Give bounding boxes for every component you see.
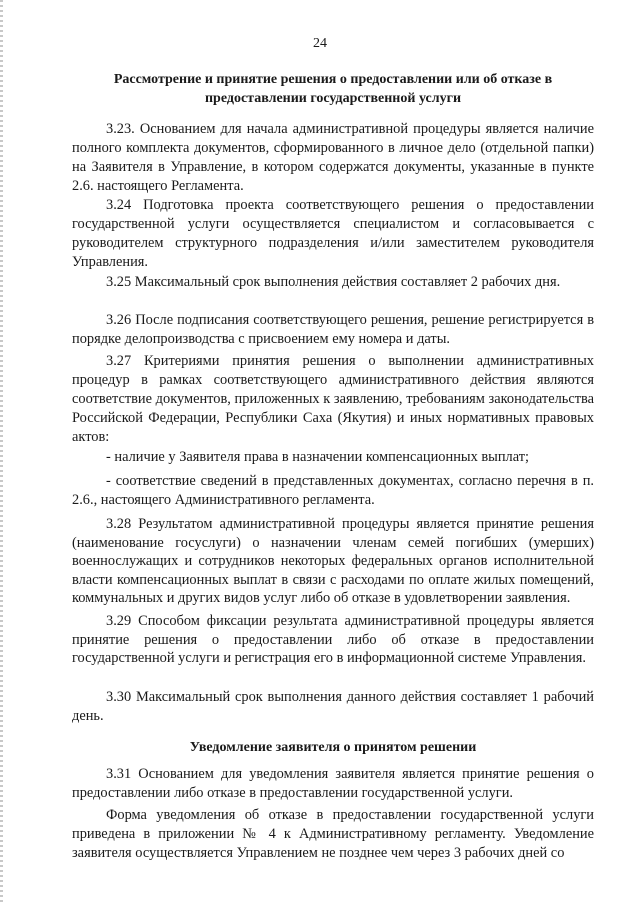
paragraph-3-28-text: 3.28 Результатом административной процедуры является принятие решения (наименование госуслуги) о назначении членам семей погибших (умерших) военнослужащих и сотрудников некоторых федеральных органов исполнительной власти компенсационных выплат в связи с расходами по оплате жилых помещений, коммунальных и других видов услуг либо об отказе в удовлетворении заявления. (72, 516, 594, 606)
paragraph-3-28 (72, 515, 594, 608)
heading-notification-text: Уведомление заявителя о принятом решении (189, 740, 477, 755)
paragraph-3-26 (72, 311, 594, 349)
bullet-right-to-payments-text: - наличие у Заявителя права в назначении компенсационных выплат; (106, 449, 530, 465)
paragraph-3-24-text: 3.24 Подготовка проекта соответствующего решения о предоставлении государственной услуги осуществляется специалистом и согласовывается с руководителем структурного подразделения и/или заместителем руководителя Управления. (72, 197, 594, 270)
paragraph-3-25-text: 3.25 Максимальный срок выполнения действия составляет 2 рабочих дня. (106, 274, 561, 290)
bullet-documents-match (72, 472, 594, 510)
paragraph-3-23-text: 3.23. Основанием для начала административной процедуры является наличие полного комплекта документов, сформированного в личное дело (отдельной папки) на Заявителя в Управление, в котором содержатся документы, указанные в пункте 2.6. настоящего Регламента. (72, 121, 594, 194)
paragraph-3-27 (72, 352, 594, 447)
paragraph-3-24 (72, 196, 594, 272)
paragraph-3-29-text: 3.29 Способом фиксации результата административной процедуры является принятие решения о предоставлении либо об отказе в предоставлении государственной услуги и регистрация его в информационной системе Управления. (72, 613, 594, 666)
section-heading-decision (72, 70, 594, 108)
paragraph-3-29 (72, 612, 594, 668)
page-edge-scan-marks (0, 0, 3, 905)
paragraph-notification-form (72, 806, 594, 863)
paragraph-3-27-text: 3.27 Критериями принятия решения о выполнении административных процедур в рамках соответствующего административного действия являются соответствие документов, приложенных к заявлению, требованиям законодательства Российской Федерации, Республики Саха (Якутия) и иных нормативных правовых актов: (72, 353, 594, 445)
paragraph-3-30-text: 3.30 Максимальный срок выполнения данного действия составляет 1 рабочий день. (72, 689, 594, 724)
paragraph-3-26-text: 3.26 После подписания соответствующего решения, решение регистрируется в порядке делопроизводства с присвоением ему номера и даты. (72, 312, 594, 347)
bullet-documents-match-text: - соответствие сведений в представленных документах, согласно перечня в п. 2.6., настоящего Административного регламента. (72, 473, 594, 508)
bullet-right-to-payments (72, 448, 594, 467)
paragraph-notification-form-text: Форма уведомления об отказе в предоставлении государственной услуги приведена в приложении № 4 к Административному регламенту. Уведомление заявителя осуществляется Управлением не позднее чем через 3 рабочих дней со (72, 807, 594, 861)
paragraph-3-31 (72, 765, 594, 803)
paragraph-3-31-text: 3.31 Основанием для уведомления заявителя является принятие решения о предоставлении либо отказе в предоставлении государственной услуги. (72, 766, 594, 801)
heading-decision-text: Рассмотрение и принятие решения о предоставлении или об отказе в предоставлении государственной услуги (113, 72, 553, 106)
paragraph-3-25 (72, 273, 594, 292)
paragraph-3-23 (72, 120, 594, 196)
section-heading-notification (72, 738, 594, 757)
page-number: 24 (313, 36, 327, 51)
paragraph-3-30 (72, 688, 594, 726)
